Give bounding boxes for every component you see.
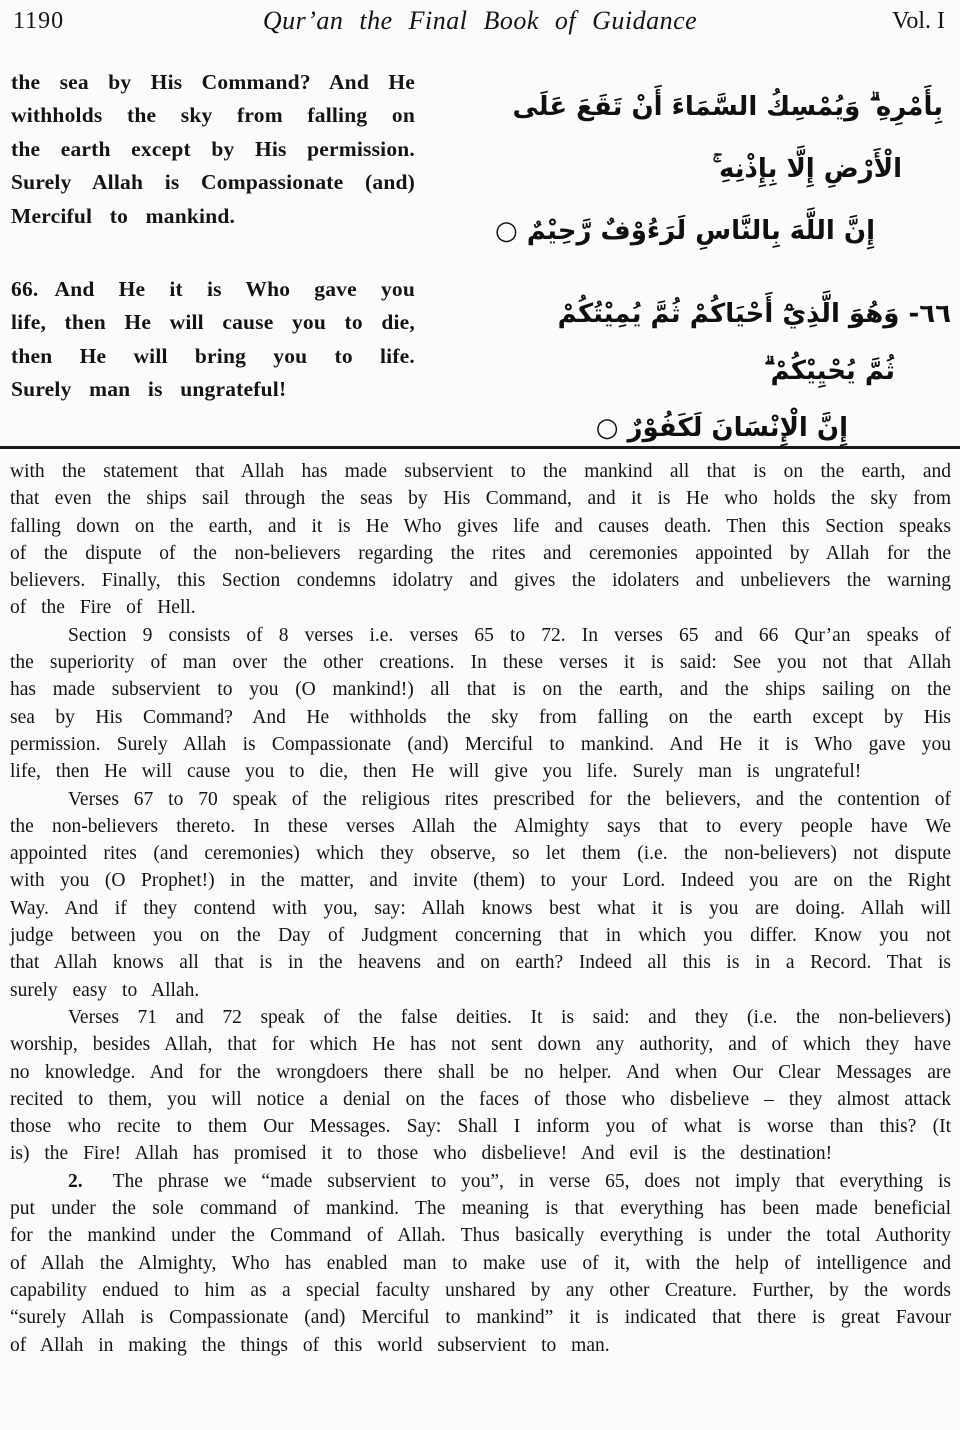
arabic-column: [485, 60, 955, 457]
verse-section: [0, 60, 960, 445]
note-number: 2.: [68, 1170, 83, 1192]
arabic-line: الْأَرْضِ إِلَّا بِإِذْنِهِ ۚ: [712, 154, 902, 184]
commentary-paragraph: [10, 1168, 951, 1359]
commentary-paragraph: with the statement that Allah has made subservient to the mankind all that is on the earth, and that even the ships sail through the seas by His Command, and it is He who holds the sky from falling down on the earth, and it is He Who gives life and causes death. Then this Section speaks of the dispute of the non-believers regarding the rites and ceremonies appointed by Allah for the believers. Finally, this Section condemns idolatry and gives the idolaters and unbelievers the warning of the Fire of Hell.: [10, 461, 951, 619]
arabic-line: إِنَّ اللَّهَ بِالنَّاسِ لَرَءُوْفٌ رَّحِيْمٌ ○: [495, 216, 875, 246]
arabic-line: ٦٦- وَهُوَ الَّذِيْٓ أَحْيَاكُمْ ثُمَّ يُمِيْتُكُمْ: [557, 299, 951, 329]
note-text: The phrase we “made subservient to you”, in verse 65, does not imply that everything is put under the sole command of mankind. The meaning is that everything has been made beneficial for the mankind under the Command of Allah. Thus basically everything is under the total Authority of Allah the Almighty, Who has enabled man to make use of it, with the help of intelligence and capability endued to him as a special faculty unshared by any other Creature. Further, by the words “surely Allah is Compassionate (and) Merciful to mankind” it is indicated that there is great Favour of Allah in making the things of this world subservient to man.: [10, 1170, 951, 1356]
arabic-line: إِنَّ الْإِنْسَانَ لَكَفُوْرٌ ○: [595, 413, 848, 443]
verse-65-arabic: [485, 60, 955, 262]
verse-66-translation-text: And He it is Who gave you life, then He will cause you to die, then He will bring you to life. Surely man is ungrateful!: [11, 277, 415, 402]
page-number: 1190: [13, 8, 65, 34]
commentary-paragraph: Verses 67 to 70 speak of the religious rites prescribed for the believers, and the contention of the non-believers thereto. In these verses Allah the Almighty says that to every people have We appointed rites (and ceremonies) which they observe, so let them (i.e. the non-believers) not dispute with you (O Prophet!) in the matter, and invite (them) to your Lord. Indeed you are on the Right Way. And if they contend with you, say: Allah knows best what it is you are doing. Allah will judge between you on the Day of Judgment concerning that in which you differ. Know you not that Allah knows all that is in the heavens and on earth? Indeed all this is in a Record. That is surely easy to Allah.: [10, 788, 951, 1001]
translation-column: [11, 66, 415, 407]
verse-65-translation: the sea by His Command? And He withholds the sky from falling on the earth except by His permission. Surely Allah is Compassionate (and) Merciful to mankind.: [11, 70, 415, 228]
commentary-paragraph: Section 9 consists of 8 verses i.e. verses 65 to 72. In verses 65 and 66 Qur’an speaks of the superiority of man over the other creations. In these verses it is said: See you not that Allah has made subservient to you (O mankind!) all that is on the earth, and the ships sailing on the sea by His Command? And He withholds the sky from falling on the earth except by His permission. Surely Allah is Compassionate (and) Merciful to mankind. And He it is Who gave you life, then He will cause you to die, then He will give you life. Surely man is ungrateful!: [10, 624, 951, 783]
verse-66-translation: [11, 273, 415, 407]
commentary-paragraph: Verses 71 and 72 speak of the false deities. It is said: and they (i.e. the non-believers) worship, besides Allah, that for which He has not sent down any authority, and of which they have no knowledge. And for the wrongdoers there shall be no helper. And when Our Clear Messages are recited to them, you will notice a denial on the faces of those who disbelieve – they almost attack those who recite to them Our Messages. Say: Shall I inform you of what is worse than this? (It is) the Fire! Allah has promised it to those who disbelieve! And evil is the destination!: [10, 1006, 951, 1165]
arabic-line: بِأَمْرِهِ ۗ وَيُمْسِكُ السَّمَاءَ أَنْ تَقَعَ عَلَى: [512, 92, 943, 122]
verse-66-number: 66.: [11, 277, 39, 302]
running-title: Qur’an the Final Book of Guidance: [262, 6, 698, 35]
volume-label: Vol. I: [892, 8, 945, 34]
commentary-section: [10, 458, 951, 1359]
page-header: [0, 6, 960, 48]
verse-66-arabic: [485, 262, 955, 457]
section-divider: [0, 446, 960, 449]
arabic-line: ثُمَّ يُحْيِيْكُمْ ۗ: [764, 356, 895, 386]
